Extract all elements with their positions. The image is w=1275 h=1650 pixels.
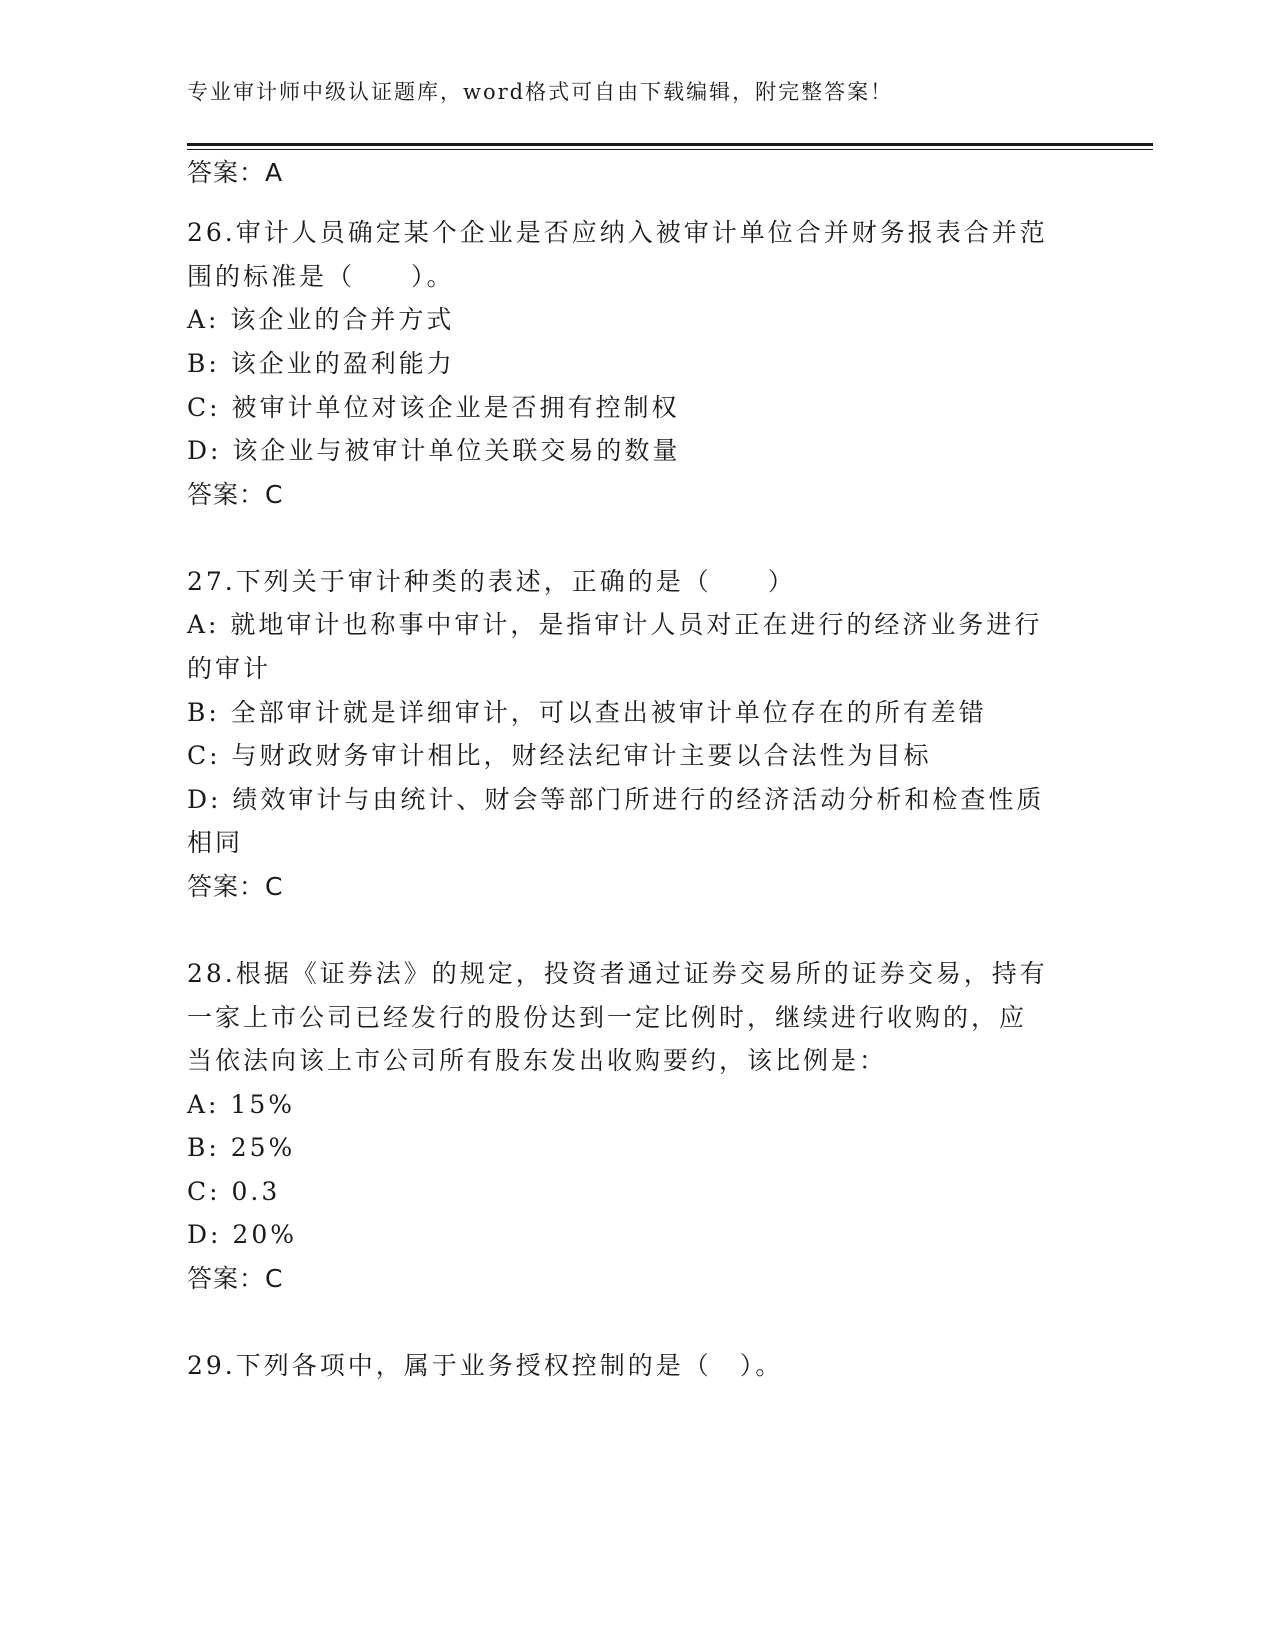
option-b: B: 该企业的盈利能力: [187, 349, 455, 378]
option-a: A: 就地审计也称事中审计，是指审计人员对正在进行的经济业务进行: [187, 610, 1043, 639]
question-text: 围的标准是（ ）。: [187, 262, 455, 291]
question-text: 28.根据《证券法》的规定，投资者通过证券交易所的证券交易，持有: [187, 959, 1048, 988]
option-a: A: 15%: [187, 1090, 295, 1119]
option-b: B: 25%: [187, 1133, 296, 1162]
option-d: D: 该企业与被审计单位关联交易的数量: [187, 436, 681, 465]
option-d: D: 20%: [187, 1220, 297, 1249]
option-a-continued: 的审计: [187, 654, 272, 683]
option-c: C: 被审计单位对该企业是否拥有控制权: [187, 393, 680, 422]
header-rule-thin: [187, 149, 1153, 150]
option-a: A: 该企业的合并方式: [187, 305, 455, 334]
answer-line: 答案：C: [187, 480, 284, 509]
answer-line: 答案：A: [187, 158, 284, 187]
question-text: 26.审计人员确定某个企业是否应纳入被审计单位合并财务报表合并范: [187, 218, 1048, 247]
question-text: 一家上市公司已经发行的股份达到一定比例时，继续进行收购的，应: [187, 1003, 1028, 1032]
question-text: 27.下列关于审计种类的表述，正确的是（ ）: [187, 567, 796, 596]
option-d-continued: 相同: [187, 828, 244, 857]
option-d: D: 绩效审计与由统计、财会等部门所进行的经济活动分析和检查性质: [187, 785, 1045, 814]
header-rule: [187, 143, 1153, 146]
question-text: 29.下列各项中，属于业务授权控制的是（ ）。: [187, 1351, 784, 1380]
question-text: 当依法向该上市公司所有股东发出收购要约，该比例是：: [187, 1046, 888, 1075]
option-c: C: 0.3: [187, 1177, 281, 1206]
answer-line: 答案：C: [187, 1264, 284, 1293]
answer-line: 答案：C: [187, 872, 284, 901]
option-b: B: 全部审计就是详细审计，可以查出被审计单位存在的所有差错: [187, 698, 987, 727]
page-header: 专业审计师中级认证题库，word格式可自由下载编辑，附完整答案！: [187, 80, 894, 104]
option-c: C: 与财政财务审计相比，财经法纪审计主要以合法性为目标: [187, 741, 932, 770]
